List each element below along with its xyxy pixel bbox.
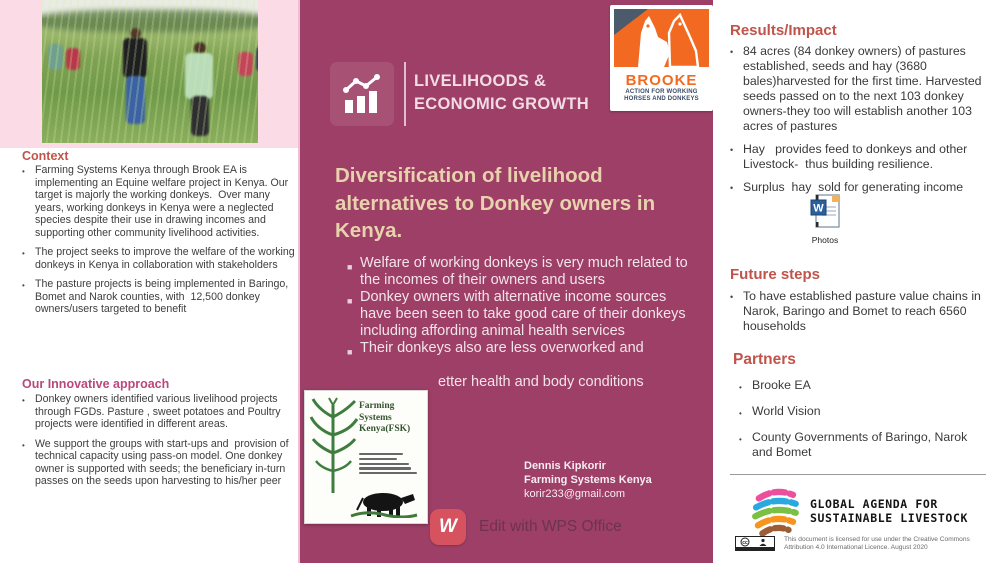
brooke-wordmark: BROOKE <box>625 72 698 89</box>
program-title-line1: LIVELIHOODS & <box>414 72 547 90</box>
center-column <box>298 0 713 563</box>
results-list <box>730 44 992 204</box>
partner-item: • County Governments of Baringo, Narok and Bomet <box>739 430 971 459</box>
future-steps-list <box>730 289 992 342</box>
bullet-dot-icon: • <box>22 249 25 258</box>
bullet-text-fragment: etter health and body conditions <box>438 374 644 390</box>
contact-org: Farming Systems Kenya <box>524 474 652 486</box>
context-list <box>22 164 298 323</box>
bullet-square-icon: ■ <box>347 296 353 306</box>
word-doc-icon <box>810 194 840 228</box>
photos-attachment[interactable] <box>797 194 853 245</box>
farming-systems-kenya-logo <box>304 390 428 524</box>
contact-name: Dennis Kipkorir <box>524 460 606 472</box>
future-bullet: • To have established pasture value chains in Narok, Baringo and Bomet to reach 6560 households <box>730 289 985 333</box>
contact-email: korir233@gmail.com <box>524 488 626 500</box>
context-heading: Context <box>22 149 69 163</box>
brooke-logo <box>610 5 713 111</box>
bullet-dot-icon: • <box>22 396 25 405</box>
partners-heading: Partners <box>733 351 796 368</box>
program-title <box>414 70 589 116</box>
contact-block <box>524 459 652 501</box>
main-bullet: ■ Their donkeys also are less overworked and etter health and body conditions <box>347 340 695 425</box>
innovative-list <box>22 393 298 495</box>
cow-icon <box>349 488 419 518</box>
bullet-square-icon: ■ <box>347 262 353 272</box>
context-bullet: • Farming Systems Kenya through Brook EA is implementing an Equine welfare project in Kenya. Our target is majorly the working donkeys. Over many years, working donkeys in Kenya were a neglected species despite their use in drawing incomes and supporting other community livelihood activities. <box>22 164 292 239</box>
innovative-bullet: • We support the groups with start-ups and provision of technical capacity using pass-on model. One donkey owner is supported with seeds; the beneficiary in-turn passes on the seeds upon harvesting to his/her peer <box>22 437 292 487</box>
license-row <box>735 536 994 552</box>
gasl-wordmark: GLOBAL AGENDA FOR SUSTAINABLE LIVESTOCK <box>810 496 968 525</box>
results-heading: Results/Impact <box>730 22 837 39</box>
main-bullet: ■ Welfare of working donkeys is very much related to the incomes of their owners and users <box>347 255 692 288</box>
bullet-dot-icon: • <box>22 440 25 450</box>
bullet-dot-icon: • <box>22 281 25 290</box>
program-title-line2: ECONOMIC GROWTH <box>414 95 589 113</box>
svg-text:cc: cc <box>742 540 748 547</box>
wps-watermark-label: Edit with WPS Office <box>479 518 622 535</box>
bullet-dot-icon: • <box>739 383 742 392</box>
context-bullet: • The project seeks to improve the welfare of the working donkeys in Kenya in collaboration with stakeholders <box>22 246 298 271</box>
creative-commons-badge-icon <box>735 536 775 551</box>
wps-office-icon[interactable]: W <box>430 509 466 545</box>
svg-text:W: W <box>813 202 824 215</box>
footer-divider <box>730 474 986 475</box>
bullet-dot-icon: • <box>739 409 742 418</box>
maize-plant-icon <box>309 397 359 497</box>
bullet-dot-icon: • <box>730 47 734 57</box>
bullet-square-icon: ■ <box>347 347 353 357</box>
context-bullet: • The pasture projects is being implemented in Baringo, Bomet and Narok counties, with 12,500 donkey owners/users targeted to benefit <box>22 278 292 315</box>
results-bullet: • 84 acres (84 donkey owners) of pastures established, seeds and hay (3680 bales)harvested for the first time. Harvested seeds passed on to the next 103 donkey owners-they too will establish another 103 acres of pastures <box>730 44 985 133</box>
brooke-horses-icon <box>614 9 709 67</box>
people-in-field-photo <box>42 0 258 143</box>
license-text: This document is licensed for use under the Creative Commons Attribution 4.0 International Licence. August 2020 <box>784 536 970 551</box>
bullet-dot-icon: • <box>739 435 742 444</box>
header-divider <box>404 62 406 126</box>
innovative-bullet: • Donkey owners identified various livelihood projects through FGDs. Pasture , sweet potatoes and Poultry projects were identified in different areas. <box>22 393 284 430</box>
results-bullet: • Hay provides feed to donkeys and other Livestock- thus building resilience. <box>730 142 971 171</box>
bullet-dot-icon: • <box>730 183 734 193</box>
fsk-address-text <box>359 453 417 477</box>
right-column <box>713 0 1000 563</box>
program-icon-box <box>330 62 394 126</box>
photos-caption: Photos <box>811 235 839 245</box>
bullet-dot-icon: • <box>22 167 25 176</box>
slide-title: Diversification of livelihood alternatives to Donkey owners in Kenya. <box>335 164 656 242</box>
fsk-wordmark: Farming Systems Kenya(FSK) <box>359 401 411 434</box>
bullet-dot-icon: • <box>730 292 734 302</box>
gasl-globe-icon <box>748 484 802 538</box>
results-bullet: • Surplus hay sold for generating income <box>730 180 964 194</box>
main-bullet: ■ Donkey owners with alternative income sources have been seen to take good care of their donkeys including affording animal health services <box>347 289 690 339</box>
brooke-tagline: ACTION FOR WORKING HORSES AND DONKEYS <box>624 89 699 102</box>
bullet-dot-icon: • <box>730 145 734 155</box>
partners-list <box>739 378 989 469</box>
global-agenda-logo <box>748 484 968 538</box>
wps-watermark[interactable] <box>430 509 622 545</box>
innovative-heading: Our Innovative approach <box>22 377 170 391</box>
photo-grass <box>42 0 258 143</box>
partner-item: • World Vision <box>739 404 989 421</box>
partner-item: • Brooke EA <box>739 378 989 395</box>
future-steps-heading: Future steps <box>730 266 821 283</box>
bar-chart-growth-icon <box>341 73 383 115</box>
